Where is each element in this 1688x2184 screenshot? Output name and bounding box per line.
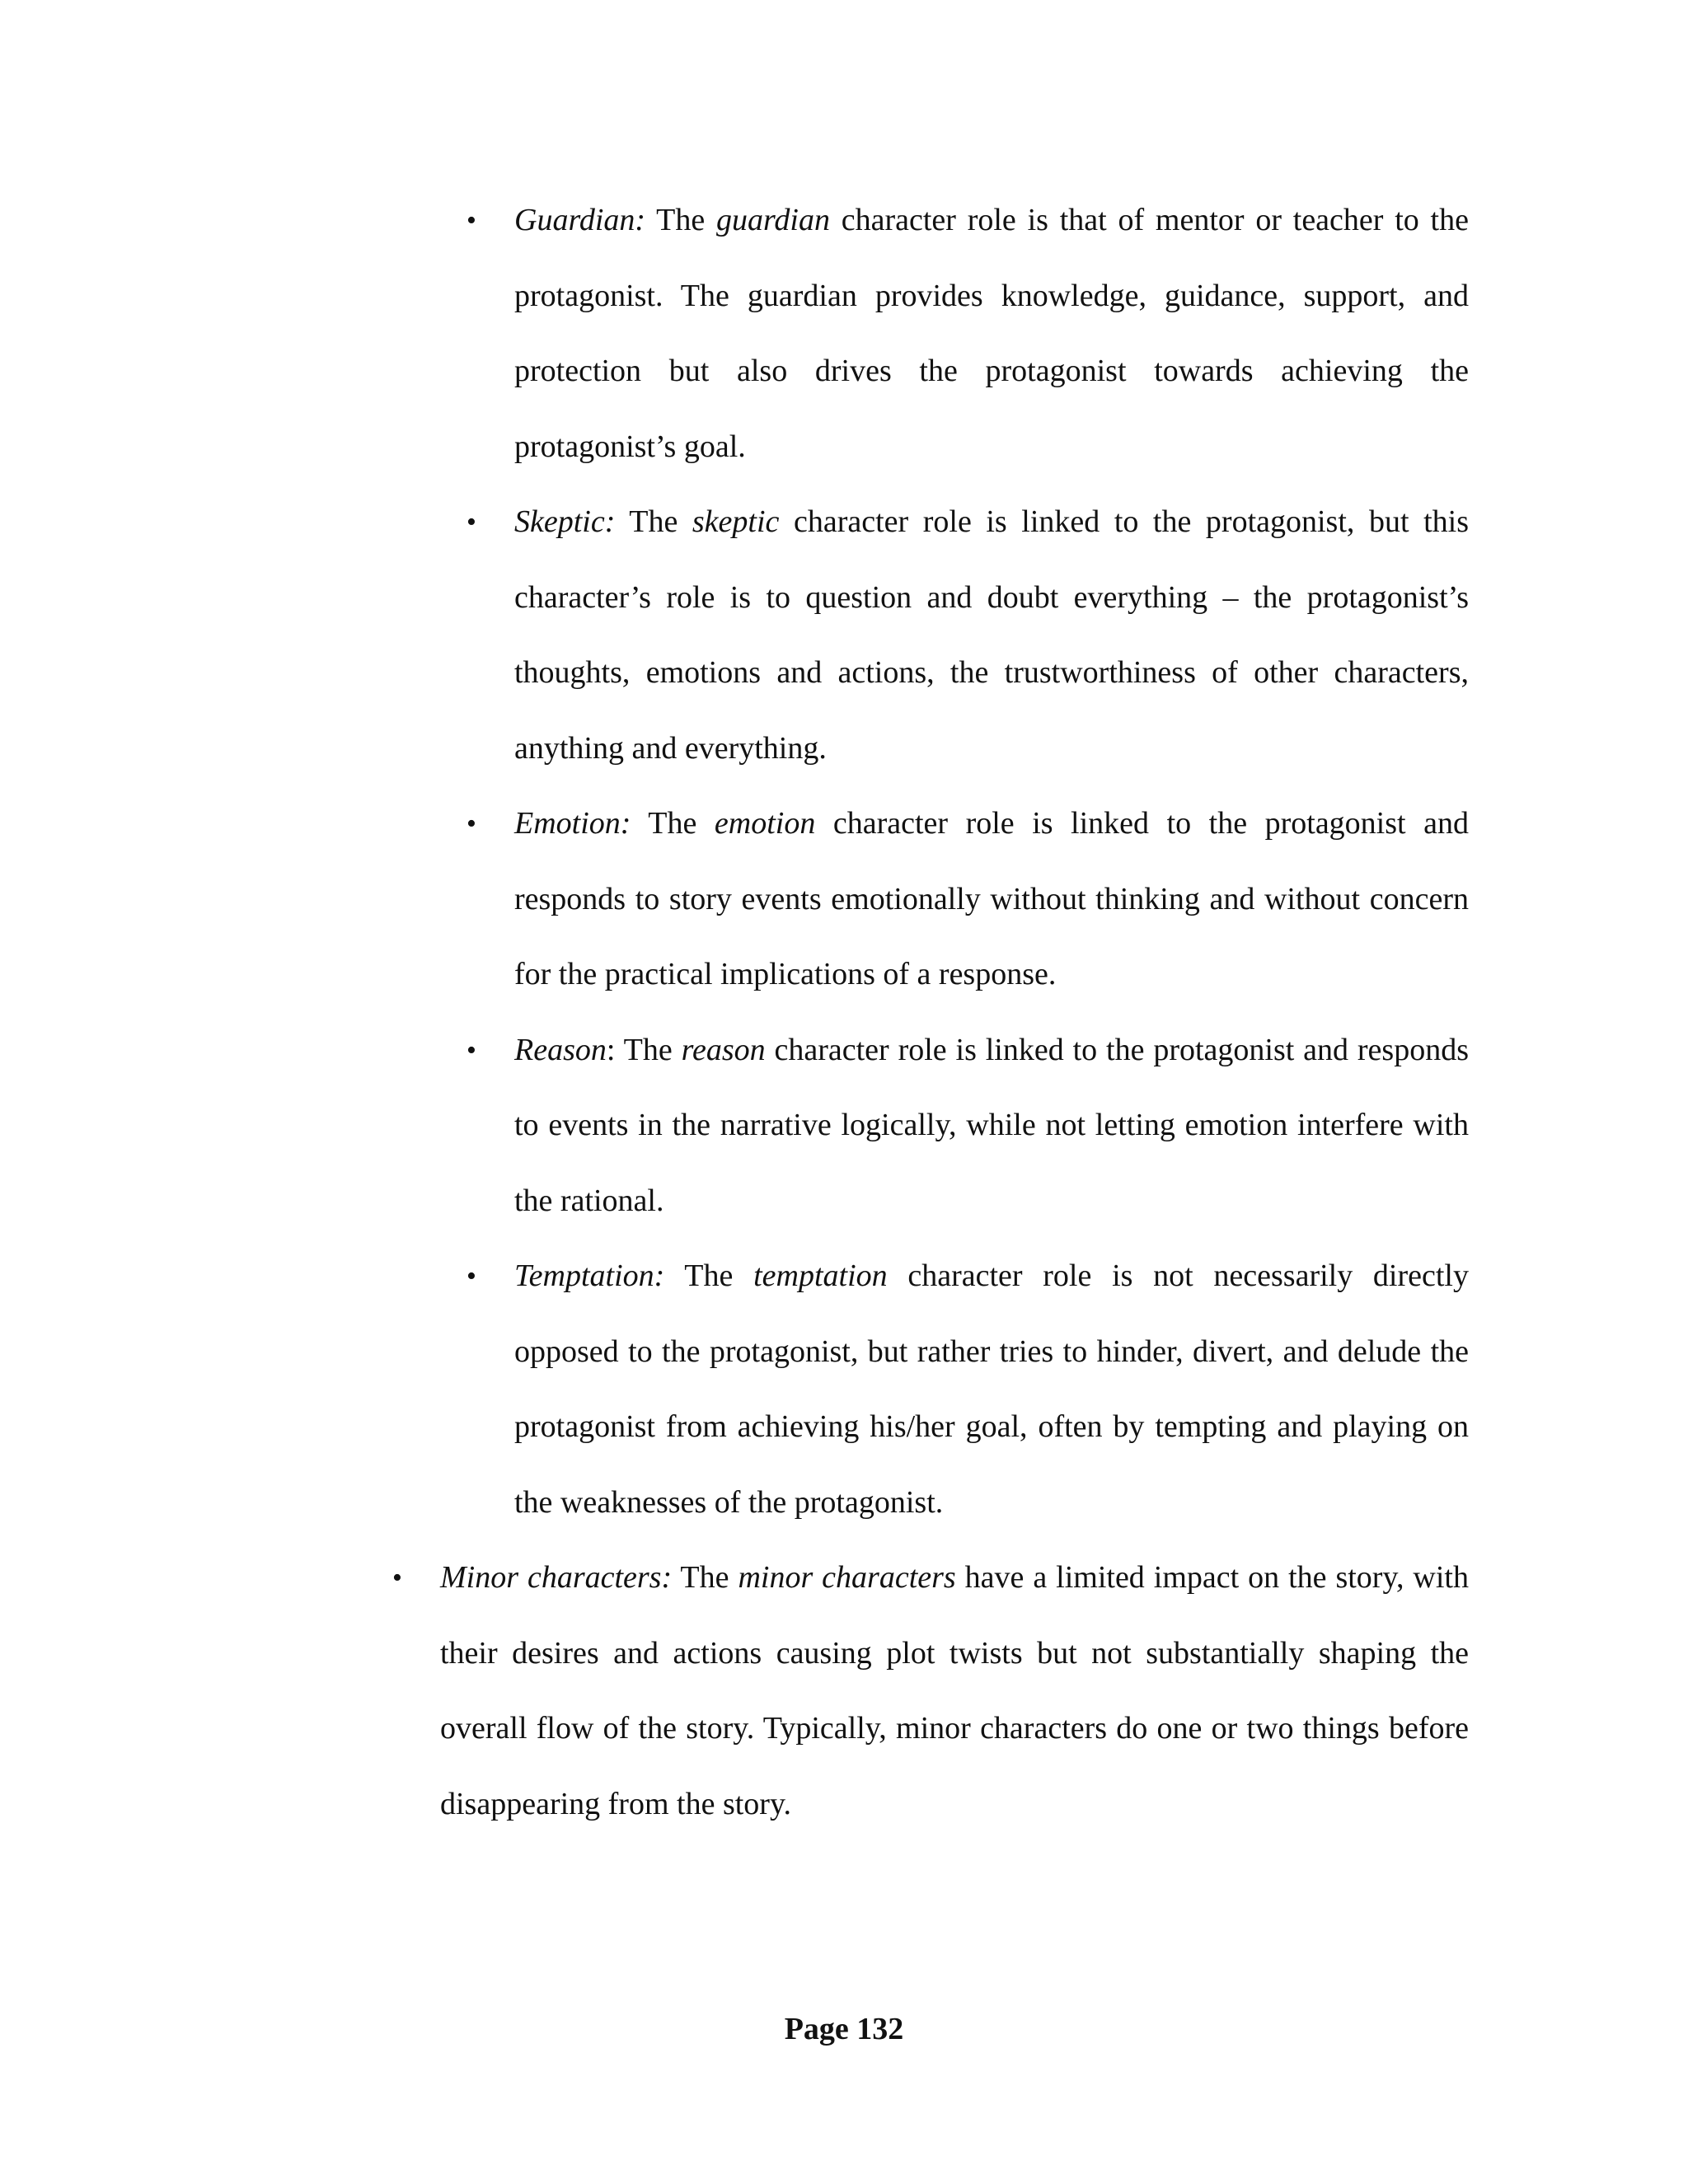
list-item-minor-characters — [392, 1540, 1469, 1842]
role-term-inline: guardian — [716, 203, 830, 237]
role-term: Skeptic: — [514, 504, 616, 539]
bullet-icon: • — [467, 1261, 476, 1291]
bullet-icon: • — [467, 1034, 476, 1066]
connector-text: The — [645, 203, 717, 237]
role-term: Minor characters: — [440, 1560, 673, 1595]
list-item-skeptic — [467, 485, 1469, 786]
role-description: character role is that of mentor or teacher to the protagonist. The guardian provides knowledge, guidance, support, and protection but also drives the protagonist towards achieving the protagonist’s goal. — [514, 203, 1469, 464]
paragraph — [440, 1540, 1469, 1842]
bullet-icon: • — [467, 507, 476, 537]
role-description: character role is linked to the protagonist and responds to events in the narrative logically, while not letting emotion interfere with the rational. — [514, 1032, 1470, 1218]
role-description: character role is linked to the protagonist, but this character’s role is to question and doubt everything – the protagonist’s thoughts, emotions and actions, the trustworthiness of other characters, anything and everything. — [514, 504, 1469, 766]
role-term-inline: temptation — [753, 1258, 888, 1293]
role-term-inline: reason — [681, 1032, 766, 1067]
connector-text: The — [631, 806, 715, 841]
role-term-inline: skeptic — [692, 504, 780, 539]
list-item-temptation — [467, 1239, 1469, 1540]
role-term: Temptation: — [514, 1258, 665, 1293]
connector-text: : The — [606, 1032, 682, 1067]
connector-text: The — [664, 1258, 754, 1293]
role-description: character role is not necessarily directly opposed to the protagonist, but rather tries to hinder, divert, and delude the protagonist from achieving his/her goal, often by tempting and playing on the weaknesses of the protagonist. — [514, 1258, 1469, 1520]
connector-text: The — [672, 1560, 738, 1595]
role-term-inline: emotion — [714, 806, 816, 841]
connector-text: The — [615, 504, 692, 539]
paragraph — [514, 786, 1469, 1013]
role-term: Guardian: — [514, 203, 646, 237]
role-description: have a limited impact on the story, with their desires and actions causing plot twists but not substantially shaping the overall flow of the story. Typically, minor characters do one or two things before disappearing from the story. — [440, 1560, 1469, 1821]
paragraph — [514, 183, 1469, 485]
list-item-guardian — [467, 183, 1469, 485]
paragraph — [514, 1013, 1469, 1240]
role-term: Emotion: — [514, 806, 631, 841]
page-number: Page 132 — [784, 2012, 904, 2046]
role-term: Reason — [514, 1032, 607, 1067]
paragraph — [514, 1239, 1469, 1540]
bullet-icon: • — [467, 808, 476, 839]
role-term-inline: minor characters — [738, 1560, 956, 1595]
bullet-icon: • — [392, 1563, 402, 1593]
page-body — [0, 183, 1688, 1842]
list-item-reason — [467, 1013, 1470, 1240]
role-description: character role is linked to the protagonist and responds to story events emotionally without thinking and without concern for the practical implications of a response. — [514, 806, 1469, 991]
bullet-icon: • — [467, 205, 476, 236]
list-item-emotion — [467, 786, 1469, 1013]
paragraph — [514, 485, 1469, 786]
